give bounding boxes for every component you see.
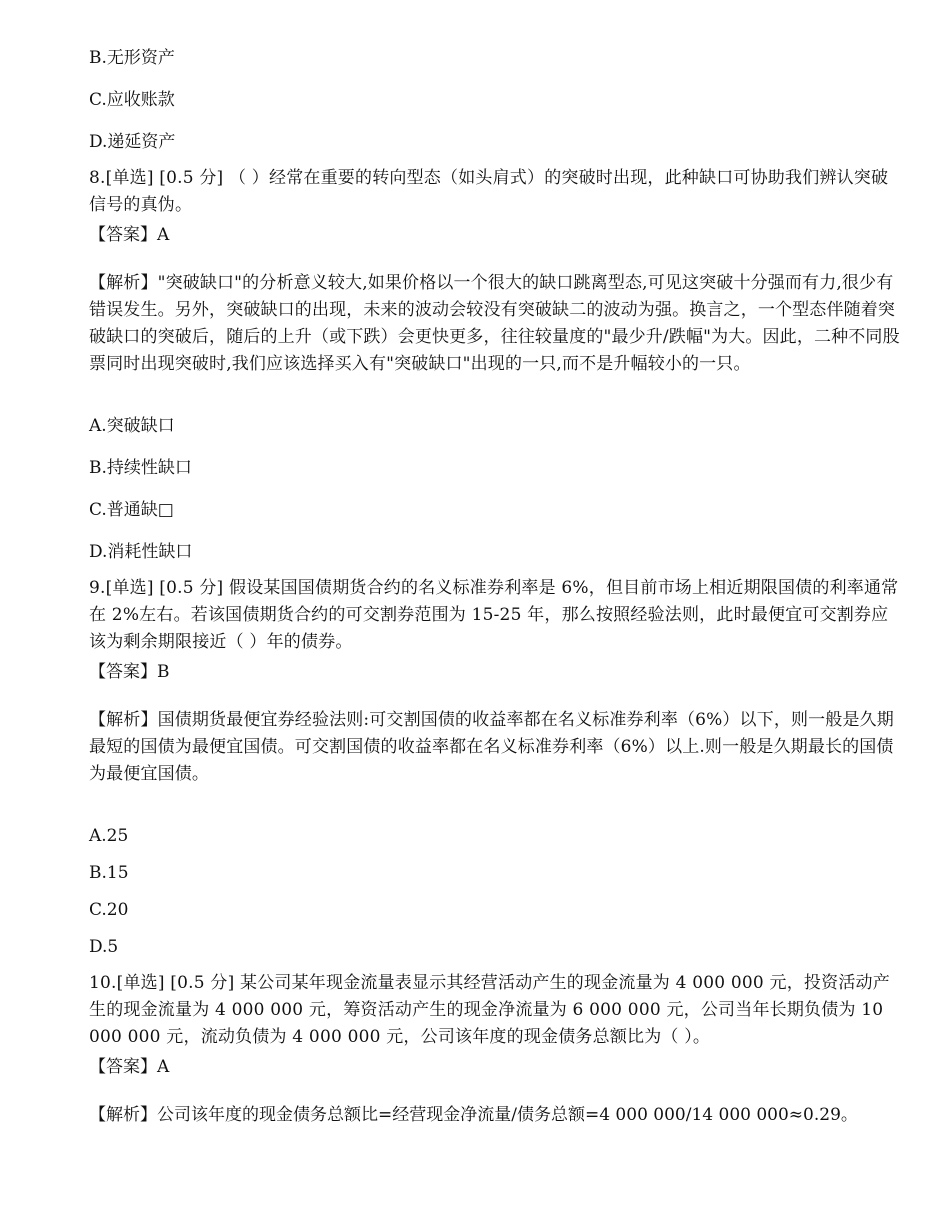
q7-option-c: C.应收账款 <box>89 90 175 110</box>
q9-answer: 【答案】B <box>89 662 170 682</box>
q8-option-b: B.持续性缺口 <box>89 458 192 478</box>
q9-analysis: 【解析】国债期货最便宜券经验法则:可交割国债的收益率都在名义标准券利率（6%）以下，则一般是久期最短的国债为最便宜国债。可交割国债的收益率都在名义标准券利率（6%）以上.则一般是久期最长的国债为最便宜国债。 <box>89 710 894 784</box>
q10-answer: 【答案】A <box>89 1057 170 1077</box>
q8-option-a: A.突破缺口 <box>89 416 175 436</box>
q10-analysis: 【解析】公司该年度的现金债务总额比=经营现金净流量/债务总额=4 000 000/14 000 000≈0.29。 <box>89 1105 858 1125</box>
q7-option-d: D.递延资产 <box>89 132 176 152</box>
q8-option-d: D.消耗性缺口 <box>89 542 193 562</box>
q9-option-c: C.20 <box>89 900 129 920</box>
q9-option-b: B.15 <box>89 863 129 883</box>
q8-answer: 【答案】A <box>89 225 170 245</box>
q9-stem: 9.[单选] [0.5 分] 假设某国国债期货合约的名义标准券利率是 6%，但目前市场上相近期限国债的利率通常在 2%左右。若该国债期货合约的可交割券范围为 15-25 年，那么按照经验法则，此时最便宜可交割券应该为剩余期限接近（ ）年的债券。 <box>89 578 899 652</box>
q8-analysis: 【解析】"突破缺口"的分析意义较大,如果价格以一个很大的缺口跳离型态,可见这突破十分强而有力,很少有错误发生。另外，突破缺口的出现，未来的波动会较没有突破缺二的波动为强。换言之，一个型态伴随着突破缺口的突破后，随后的上升（或下跌）会更快更多，往往较量度的"最少升/跌幅"为大。因此，二种不同股票同时出现突破时,我们应该选择买入有"突破缺口"出现的一只,而不是升幅较小的一只。 <box>89 273 900 374</box>
q9-option-a: A.25 <box>89 826 129 846</box>
q9-option-d: D.5 <box>89 937 119 957</box>
q8-stem: 8.[单选] [0.5 分] （ ）经常在重要的转向型态（如头肩式）的突破时出现，此种缺口可协助我们辨认突破信号的真伪。 <box>89 168 889 215</box>
q7-option-b: B.无形资产 <box>89 48 175 68</box>
q8-option-c: C.普通缺□ <box>89 500 174 520</box>
q10-stem: 10.[单选] [0.5 分] 某公司某年现金流量表显示其经营活动产生的现金流量为 4 000 000 元，投资活动产生的现金流量为 4 000 000 元，筹资活动产生的现金净流量为 6 000 000 元，公司当年长期负债为 10 000 000 元，流动负债为 4 000 000 元，公司该年度的现金债务总额比为（ ）。 <box>89 973 890 1047</box>
